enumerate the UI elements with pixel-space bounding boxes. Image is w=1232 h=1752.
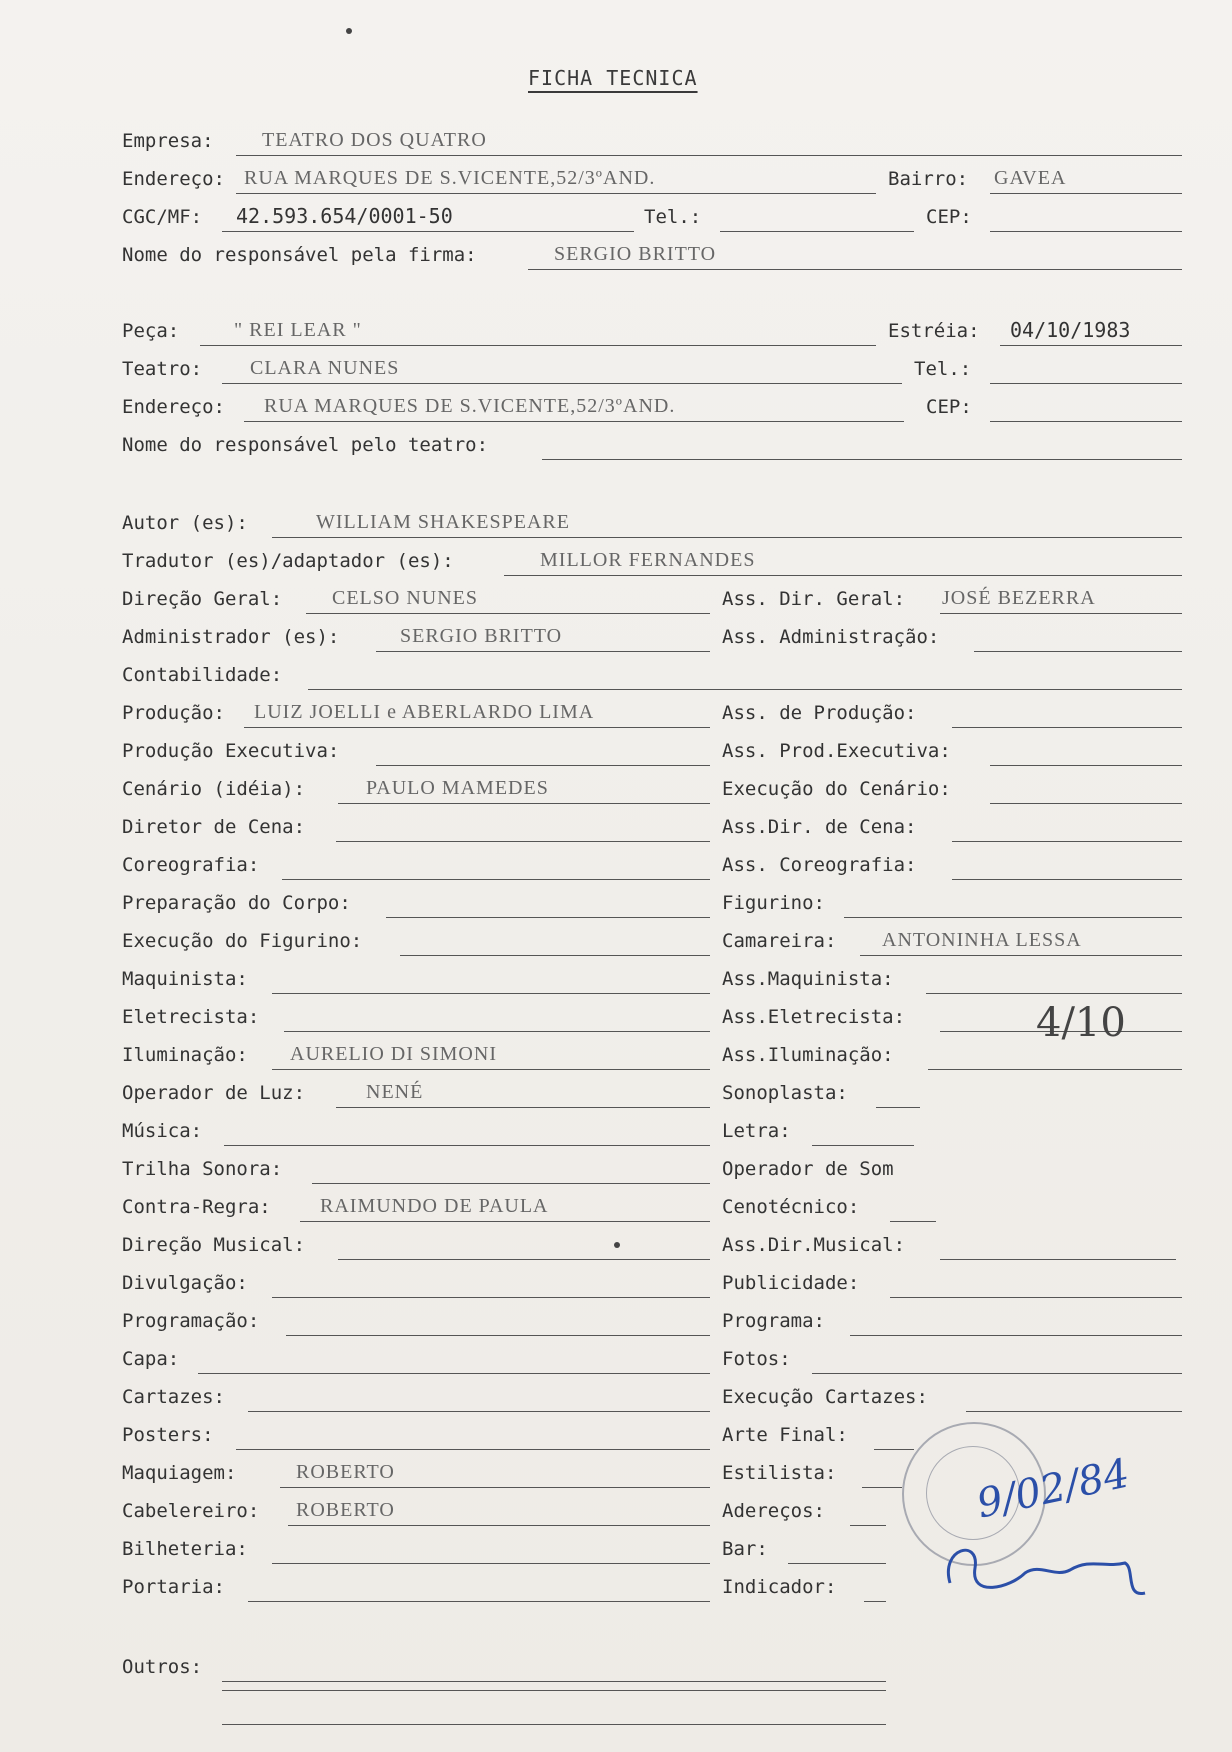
label-indicador: Indicador: (722, 1576, 837, 1598)
field-outros-line-3[interactable] (222, 1724, 886, 1725)
label-cartazes: Cartazes: (122, 1386, 225, 1408)
field-producao[interactable] (244, 727, 710, 728)
value-tradutor: MILLOR FERNANDES (540, 549, 756, 571)
label-musica: Música: (122, 1120, 203, 1142)
row-outros (0, 1654, 1232, 1684)
field-eletrecista[interactable] (284, 1031, 710, 1032)
field-cgc[interactable] (222, 231, 634, 232)
row-contab (0, 662, 1232, 692)
label-exec-cenario: Execução do Cenário: (722, 778, 951, 800)
field-ass-dir-musical[interactable] (940, 1259, 1176, 1260)
field-capa[interactable] (198, 1373, 710, 1374)
label-maquinista: Maquinista: (122, 968, 248, 990)
label-ass-dir-musical: Ass.Dir.Musical: (722, 1234, 906, 1256)
label-sonoplasta: Sonoplasta: (722, 1082, 848, 1104)
label-cenotecnico: Cenotécnico: (722, 1196, 860, 1218)
row-tradutor (0, 548, 1232, 578)
field-responsavel-firma[interactable] (528, 269, 1182, 270)
field-iluminacao[interactable] (272, 1069, 710, 1070)
label-endereco-teatro: Endereço: (122, 396, 225, 418)
label-outros: Outros: (122, 1656, 203, 1678)
field-trilha[interactable] (312, 1183, 710, 1184)
row-peca (0, 318, 1232, 348)
label-prep-corpo: Preparação do Corpo: (122, 892, 351, 914)
field-contra-regra[interactable] (300, 1221, 710, 1222)
field-autor[interactable] (272, 537, 1182, 538)
label-peca: Peça: (122, 320, 180, 342)
label-ass-coreografia: Ass. Coreografia: (722, 854, 917, 876)
field-cabelereiro[interactable] (288, 1525, 710, 1526)
label-ass-maquinista: Ass.Maquinista: (722, 968, 894, 990)
label-cenario: Cenário (idéia): (122, 778, 306, 800)
field-diretor-cena[interactable] (336, 841, 710, 842)
row-operador-luz (0, 1080, 1232, 1110)
value-estreia: 04/10/1983 (1010, 318, 1131, 342)
field-endereco[interactable] (236, 193, 876, 194)
value-teatro: CLARA NUNES (250, 357, 400, 379)
field-programa[interactable] (850, 1335, 1182, 1336)
label-contab: Contabilidade: (122, 664, 283, 686)
field-indicador[interactable] (864, 1601, 886, 1602)
field-publicidade[interactable] (890, 1297, 1182, 1298)
field-exec-figurino[interactable] (400, 955, 710, 956)
label-cep-teatro: CEP: (926, 396, 972, 418)
field-bilheteria[interactable] (272, 1563, 710, 1564)
field-responsavel-teatro[interactable] (542, 459, 1182, 460)
label-diretor-cena: Diretor de Cena: (122, 816, 306, 838)
label-exec-figurino: Execução do Figurino: (122, 930, 363, 952)
field-ass-dir-cena[interactable] (952, 841, 1182, 842)
field-ass-dir[interactable] (940, 613, 1182, 614)
field-divulgacao[interactable] (272, 1297, 710, 1298)
field-admin[interactable] (376, 651, 710, 652)
label-autor: Autor (es): (122, 512, 248, 534)
row-diretor-cena (0, 814, 1232, 844)
row-maquinista (0, 966, 1232, 996)
field-ass-iluminacao[interactable] (928, 1069, 1182, 1070)
field-coreografia[interactable] (282, 879, 710, 880)
field-ass-maquinista[interactable] (926, 993, 1182, 994)
field-fotos[interactable] (812, 1373, 1182, 1374)
field-cenario[interactable] (338, 803, 710, 804)
label-bairro: Bairro: (888, 168, 969, 190)
label-posters: Posters: (122, 1424, 214, 1446)
ink-speck (614, 1242, 620, 1248)
row-programacao (0, 1308, 1232, 1338)
field-tradutor[interactable] (504, 575, 1182, 576)
row-endereco-teatro (0, 394, 1232, 424)
label-responsavel-teatro: Nome do responsável pelo teatro: (122, 434, 489, 456)
label-teatro: Teatro: (122, 358, 203, 380)
row-exec-figurino (0, 928, 1232, 958)
label-operador-luz: Operador de Luz: (122, 1082, 306, 1104)
label-tel-teatro: Tel.: (914, 358, 972, 380)
label-aderecos: Adereços: (722, 1500, 825, 1522)
label-figurino: Figurino: (722, 892, 825, 914)
label-iluminacao: Iluminação: (122, 1044, 248, 1066)
row-teatro (0, 356, 1232, 386)
row-autor (0, 510, 1232, 540)
field-programacao[interactable] (286, 1335, 710, 1336)
label-ass-prod: Ass. de Produção: (722, 702, 917, 724)
handwritten-margin-note: 4/10 (1036, 1000, 1126, 1046)
value-responsavel-firma: SERGIO BRITTO (554, 243, 717, 265)
row-responsavel-teatro (0, 432, 1232, 462)
label-maquiagem: Maquiagem: (122, 1462, 237, 1484)
field-cenotecnico[interactable] (890, 1221, 936, 1222)
label-endereco: Endereço: (122, 168, 225, 190)
label-estreia: Estréia: (888, 320, 980, 342)
value-cabelereiro: ROBERTO (296, 1499, 395, 1521)
row-empresa (0, 128, 1232, 158)
field-ass-prod[interactable] (952, 727, 1182, 728)
field-exec-cartazes[interactable] (966, 1411, 1182, 1412)
label-admin: Administrador (es): (122, 626, 340, 648)
handwritten-date: 9/02/84 (972, 1450, 1134, 1528)
label-dir-musical: Direção Musical: (122, 1234, 306, 1256)
label-bilheteria: Bilheteria: (122, 1538, 248, 1560)
row-divulgacao (0, 1270, 1232, 1300)
page-title: FICHA TECNICA (528, 66, 698, 90)
field-aderecos[interactable] (850, 1525, 886, 1526)
field-outros[interactable] (222, 1681, 886, 1682)
value-endereco: RUA MARQUES DE S.VICENTE,52/3ºAND. (244, 167, 656, 189)
row-admin (0, 624, 1232, 654)
field-prod-exec[interactable] (376, 765, 710, 766)
label-ass-dir: Ass. Dir. Geral: (722, 588, 906, 610)
label-bar: Bar: (722, 1538, 768, 1560)
field-portaria[interactable] (248, 1601, 710, 1602)
label-eletrecista: Eletrecista: (122, 1006, 260, 1028)
field-direcao[interactable] (306, 613, 710, 614)
field-posters[interactable] (236, 1449, 710, 1450)
row-responsavel-firma (0, 242, 1232, 272)
row-capa (0, 1346, 1232, 1376)
value-cenario: PAULO MAMEDES (366, 777, 549, 799)
label-trilha: Trilha Sonora: (122, 1158, 283, 1180)
label-ass-prod-exec: Ass. Prod.Executiva: (722, 740, 951, 762)
label-prod-exec: Produção Executiva: (122, 740, 340, 762)
label-programacao: Programação: (122, 1310, 260, 1332)
field-ass-admin[interactable] (974, 651, 1182, 652)
row-musica (0, 1118, 1232, 1148)
value-direcao: CELSO NUNES (332, 587, 479, 609)
field-operador-luz[interactable] (336, 1107, 710, 1108)
label-letra: Letra: (722, 1120, 791, 1142)
row-prod-exec (0, 738, 1232, 768)
label-fotos: Fotos: (722, 1348, 791, 1370)
ink-speck (346, 28, 352, 34)
field-estreia[interactable] (1000, 345, 1182, 346)
label-operador-som: Operador de Som (722, 1158, 894, 1180)
row-cenario (0, 776, 1232, 806)
field-teatro[interactable] (222, 383, 902, 384)
label-producao: Produção: (122, 702, 225, 724)
label-exec-cartazes: Execução Cartazes: (722, 1386, 928, 1408)
field-ass-coreografia[interactable] (952, 879, 1182, 880)
label-arte-final: Arte Final: (722, 1424, 848, 1446)
row-endereco-empresa (0, 166, 1232, 196)
field-ass-prod-exec[interactable] (990, 765, 1182, 766)
label-ass-admin: Ass. Administração: (722, 626, 940, 648)
label-programa: Programa: (722, 1310, 825, 1332)
row-iluminacao (0, 1042, 1232, 1072)
field-bairro[interactable] (990, 193, 1182, 194)
field-arte-final[interactable] (874, 1449, 914, 1450)
value-iluminacao: AURELIO DI SIMONI (290, 1043, 497, 1065)
row-trilha (0, 1156, 1232, 1186)
row-producao (0, 700, 1232, 730)
value-contra-regra: RAIMUNDO DE PAULA (320, 1195, 549, 1217)
row-direcao (0, 586, 1232, 616)
field-endereco-teatro[interactable] (244, 421, 904, 422)
row-prep-corpo (0, 890, 1232, 920)
field-peca[interactable] (200, 345, 876, 346)
value-operador-luz: NENÉ (366, 1081, 424, 1103)
field-cartazes[interactable] (248, 1411, 710, 1412)
label-estilista: Estilista: (722, 1462, 837, 1484)
label-responsavel-firma: Nome do responsável pela firma: (122, 244, 477, 266)
field-cep-teatro[interactable] (990, 421, 1182, 422)
field-exec-cenario[interactable] (990, 803, 1182, 804)
label-divulgacao: Divulgação: (122, 1272, 248, 1294)
field-letra[interactable] (812, 1145, 914, 1146)
field-empresa[interactable] (236, 155, 1182, 156)
label-cabelereiro: Cabelereiro: (122, 1500, 260, 1522)
field-figurino[interactable] (844, 917, 1182, 918)
label-cgc: CGC/MF: (122, 206, 203, 228)
value-admin: SERGIO BRITTO (400, 625, 563, 647)
row-cgc (0, 204, 1232, 234)
value-peca: " REI LEAR " (234, 319, 362, 341)
field-musica[interactable] (224, 1145, 710, 1146)
field-camareira[interactable] (860, 955, 1182, 956)
label-cep: CEP: (926, 206, 972, 228)
value-bairro: GAVEA (994, 167, 1067, 189)
field-tel-teatro[interactable] (990, 383, 1182, 384)
label-ass-eletrecista: Ass.Eletrecista: (722, 1006, 906, 1028)
value-camareira: ANTONINHA LESSA (882, 929, 1082, 951)
row-contra-regra (0, 1194, 1232, 1224)
label-capa: Capa: (122, 1348, 180, 1370)
field-dir-musical[interactable] (338, 1259, 710, 1260)
field-outros-line-2[interactable] (222, 1690, 886, 1691)
field-prep-corpo[interactable] (386, 917, 710, 918)
label-contra-regra: Contra-Regra: (122, 1196, 271, 1218)
value-cgc: 42.593.654/0001-50 (236, 204, 453, 228)
field-tel[interactable] (720, 231, 914, 232)
label-publicidade: Publicidade: (722, 1272, 860, 1294)
value-endereco-teatro: RUA MARQUES DE S.VICENTE,52/3ºAND. (264, 395, 676, 417)
row-cartazes (0, 1384, 1232, 1414)
value-maquiagem: ROBERTO (296, 1461, 395, 1483)
field-estilista[interactable] (862, 1487, 902, 1488)
value-producao: LUIZ JOELLI e ABERLARDO LIMA (254, 701, 595, 723)
value-autor: WILLIAM SHAKESPEARE (316, 511, 570, 533)
label-camareira: Camareira: (722, 930, 837, 952)
label-direcao: Direção Geral: (122, 588, 283, 610)
value-ass-dir: JOSÉ BEZERRA (942, 587, 1096, 609)
field-maquinista[interactable] (272, 993, 710, 994)
value-empresa: TEATRO DOS QUATRO (262, 129, 487, 151)
field-bar[interactable] (788, 1563, 886, 1564)
field-contab[interactable] (308, 689, 1182, 690)
label-tradutor: Tradutor (es)/adaptador (es): (122, 550, 454, 572)
row-posters (0, 1422, 1232, 1452)
field-sonoplasta[interactable] (876, 1107, 920, 1108)
label-ass-dir-cena: Ass.Dir. de Cena: (722, 816, 917, 838)
signature-mark (930, 1528, 1180, 1608)
label-coreografia: Coreografia: (122, 854, 260, 876)
field-cep[interactable] (990, 231, 1182, 232)
row-coreografia (0, 852, 1232, 882)
label-ass-iluminacao: Ass.Iluminação: (722, 1044, 894, 1066)
field-maquiagem[interactable] (280, 1487, 710, 1488)
label-tel: Tel.: (644, 206, 702, 228)
label-portaria: Portaria: (122, 1576, 225, 1598)
label-empresa: Empresa: (122, 130, 214, 152)
